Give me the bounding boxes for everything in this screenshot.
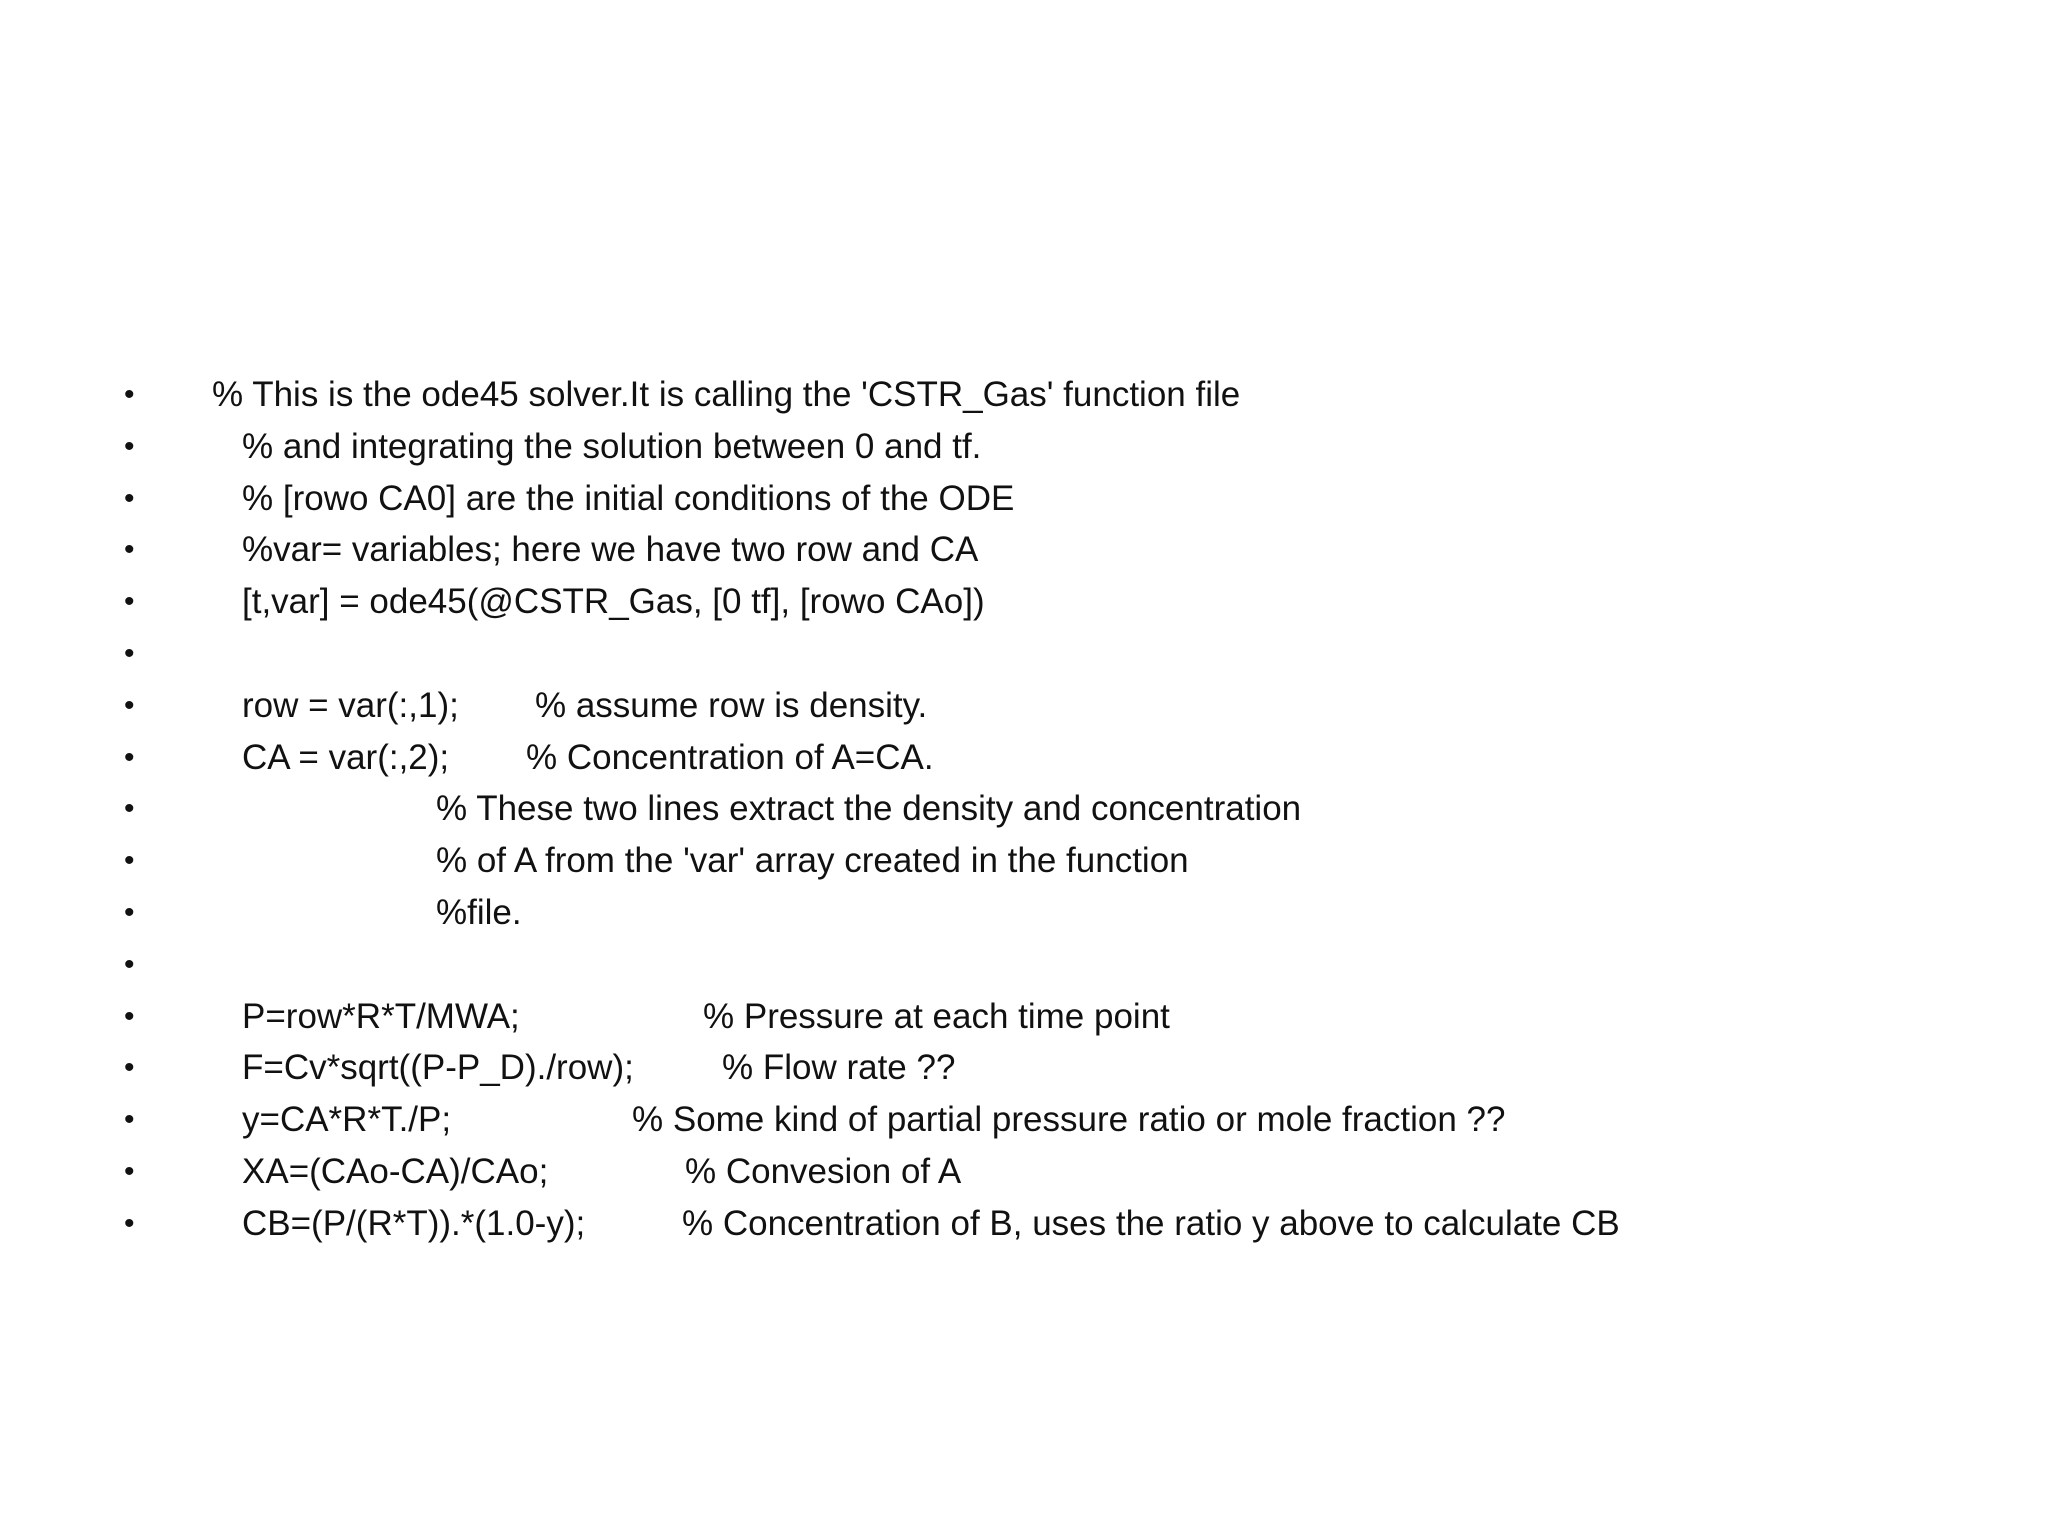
code-text: P=row*R*T/MWA;	[242, 996, 520, 1036]
bullet-marker: •	[124, 1051, 135, 1085]
bullet-line	[0, 887, 2048, 939]
bullet-line	[0, 1042, 2048, 1094]
bullet-marker: •	[124, 1154, 135, 1188]
bullet-marker: •	[124, 481, 135, 515]
code-text: F=Cv*sqrt((P-P_D)./row);	[242, 1048, 634, 1088]
bullet-line	[0, 680, 2048, 732]
bullet-text: [t,var] = ode45(@CSTR_Gas, [0 tf], [rowo CAo])	[242, 582, 985, 622]
bullet-line	[0, 576, 2048, 628]
bullet-marker: •	[124, 688, 135, 722]
bullet-text: % of A from the 'var' array created in the function	[436, 841, 1189, 881]
bullet-marker: •	[124, 429, 135, 463]
bullet-line	[0, 369, 2048, 421]
bullet-text: % These two lines extract the density and concentration	[436, 789, 1302, 829]
bullet-line	[0, 524, 2048, 576]
comment-text: % Pressure at each time point	[703, 996, 1170, 1036]
bullet-line-empty	[0, 939, 2048, 991]
bullet-marker: •	[124, 1103, 135, 1137]
bullet-line	[0, 1094, 2048, 1146]
comment-text: % Convesion of A	[685, 1151, 962, 1191]
bullet-line	[0, 783, 2048, 835]
bullet-line	[0, 1146, 2048, 1198]
bullet-marker: •	[124, 1206, 135, 1240]
bullet-line	[0, 991, 2048, 1043]
code-text: y=CA*R*T./P;	[242, 1100, 452, 1140]
bullet-line-empty	[0, 628, 2048, 680]
bullet-text: %var= variables; here we have two row and CA	[242, 530, 979, 570]
comment-text: % Concentration of B, uses the ratio y above to calculate CB	[682, 1203, 1620, 1243]
bullet-marker: •	[124, 844, 135, 878]
comment-text: % assume row is density.	[535, 685, 928, 725]
bullet-marker: •	[124, 895, 135, 929]
bullet-text: % and integrating the solution between 0 and tf.	[242, 426, 982, 466]
bullet-marker: •	[124, 585, 135, 619]
bullet-marker: •	[124, 792, 135, 826]
bullet-text: % [rowo CA0] are the initial conditions of the ODE	[242, 478, 1015, 518]
code-text: CA = var(:,2);	[242, 737, 450, 777]
bullet-marker: •	[124, 636, 135, 670]
bullet-line	[0, 732, 2048, 784]
comment-text: % Some kind of partial pressure ratio or mole fraction ??	[632, 1100, 1506, 1140]
bullet-marker: •	[124, 533, 135, 567]
bullet-text: %file.	[436, 892, 522, 932]
bullet-marker: •	[124, 947, 135, 981]
bullet-marker: •	[124, 999, 135, 1033]
code-bullet-list	[0, 369, 2048, 1250]
comment-text: % Flow rate ??	[722, 1048, 956, 1088]
bullet-line	[0, 473, 2048, 525]
code-text: XA=(CAo-CA)/CAo;	[242, 1151, 549, 1191]
bullet-line	[0, 421, 2048, 473]
bullet-marker: •	[124, 740, 135, 774]
bullet-marker: •	[124, 378, 135, 411]
code-text: CB=(P/(R*T)).*(1.0-y);	[242, 1203, 586, 1243]
bullet-line	[0, 835, 2048, 887]
comment-text: % Concentration of A=CA.	[526, 737, 934, 777]
bullet-line	[0, 1198, 2048, 1250]
code-text: row = var(:,1);	[242, 685, 459, 725]
bullet-text: % This is the ode45 solver.It is calling the 'CSTR_Gas' function file	[212, 375, 1241, 414]
